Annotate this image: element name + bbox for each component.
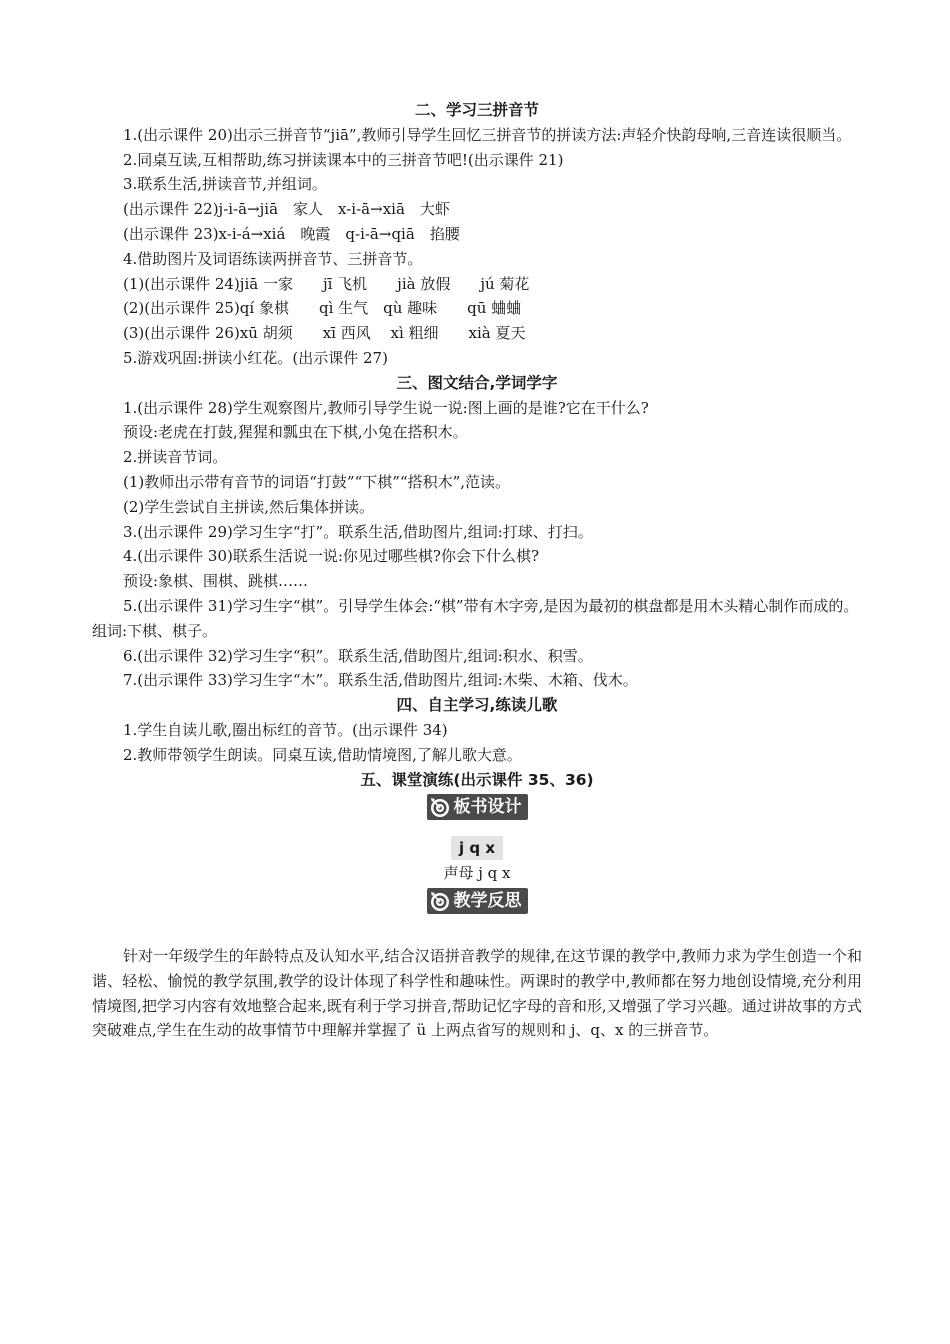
section-3-item: 6.(出示课件 32)学习生字“积”。联系生活,借助图片,组词:积水、积雪。 [123,646,593,665]
board-initials-box [92,836,862,861]
reflection-badge [427,888,528,914]
document-page [92,98,862,1043]
section-3-item: 7.(出示课件 33)学习生字“木”。联系生活,借助图片,组词:木柴、木箱、伐木。 [123,671,638,690]
section-2-item: 1.(出示课件 20)出示三拼音节“jiā”,教师引导学生回忆三拼音节的拼读方法:声轻介快韵母响,三音连读很顺当。 [123,125,852,144]
section-2-item: 2.同桌互读,互相帮助,练习拼读课本中的三拼音节吧!(出示课件 21) [123,150,564,169]
section-3-item: 3.(出示课件 29)学习生字“打”。联系生活,借助图片,组词:打球、打扫。 [123,522,593,541]
board-design-badge [427,794,528,820]
board-design-label: 板书设计 [453,796,522,817]
section-3-heading: 三、图文结合,学词学字 [396,373,558,392]
board-line: 声母 j q x [443,864,511,883]
section-4-heading: 四、自主学习,练读儿歌 [396,696,558,715]
section-4-item: 1.学生自读儿歌,圈出标红的音节。(出示课件 34) [123,720,448,739]
section-3-item: 预设:老虎在打鼓,猩猩和瓢虫在下棋,小兔在搭积木。 [123,423,468,442]
section-2-item: (出示课件 22)j-i-ā→jiā 家人 x-i-ā→xiā 大虾 [123,200,450,219]
section-3-item: 预设:象棋、围棋、跳棋…… [123,572,309,591]
section-2-item: (2)(出示课件 25)qí 象棋 qì 生气 qù 趣味 qū 蛐蛐 [123,299,522,318]
section-2-heading: 二、学习三拼音节 [414,101,539,119]
section-2-item: 3.联系生活,拼读音节,并组词。 [123,175,327,194]
section-3-item: (2)学生尝试自主拼读,然后集体拼读。 [123,497,375,516]
reflection-paragraph: 针对一年级学生的年龄特点及认知水平,结合汉语拼音教学的规律,在这节课的教学中,教师力求为学生创造一个和谐、轻松、愉悦的教学氛围,教学的设计体现了科学性和趣味性。两课时的教学中,教师都在努力地创设情境,充分利用情境图,把学习内容有效地整合起来,既有利于学习拼音,帮助记忆字母的音和形,又增强了学习兴趣。通过讲故事的方式突破难点,学生在生动的故事情节中理解并掌握了 ü 上两点省写的规则和 j、q、x 的三拼音节。 [92,946,862,1040]
section-5-heading: 五、课堂演练(出示课件 35、36) [360,770,594,789]
section-2-item: 5.游戏巩固:拼读小红花。(出示课件 27) [123,348,388,367]
reflection-label: 教学反思 [453,890,522,911]
section-2-item: (1)(出示课件 24)jiā 一家 jī 飞机 jià 放假 jú 菊花 [123,274,530,293]
section-4-item: 2.教师带领学生朗读。同桌互读,借助情境图,了解儿歌大意。 [123,745,522,764]
section-2-item: 4.借助图片及词语练读两拼音节、三拼音节。 [123,249,423,268]
section-3-item: 1.(出示课件 28)学生观察图片,教师引导学生说一说:图上画的是谁?它在干什么? [123,398,649,417]
section-2-item: (3)(出示课件 26)xū 胡须 xī 西风 xì 粗细 xià 夏天 [123,324,526,343]
board-design-badge-wrap [92,794,862,824]
section-3-item: (1)教师出示带有音节的词语“打鼓”“下棋”“搭积木”,范读。 [123,472,511,491]
reflection-badge-wrap [92,888,862,918]
target-icon [429,796,451,818]
board-initials: j q x [451,836,503,860]
section-3-item: 2.拼读音节词。 [123,448,228,467]
section-3-item: 4.(出示课件 30)联系生活说一说:你见过哪些棋?你会下什么棋? [123,547,540,566]
target-icon [429,890,451,912]
section-2-item: (出示课件 23)x-i-á→xiá 晚霞 q-i-ā→qiā 掐腰 [123,224,460,243]
section-3-item: 5.(出示课件 31)学习生字“棋”。引导学生体会:“棋”带有木字旁,是因为最初的棋盘都是用木头精心制作而成的。组词:下棋、棋子。 [92,596,859,640]
